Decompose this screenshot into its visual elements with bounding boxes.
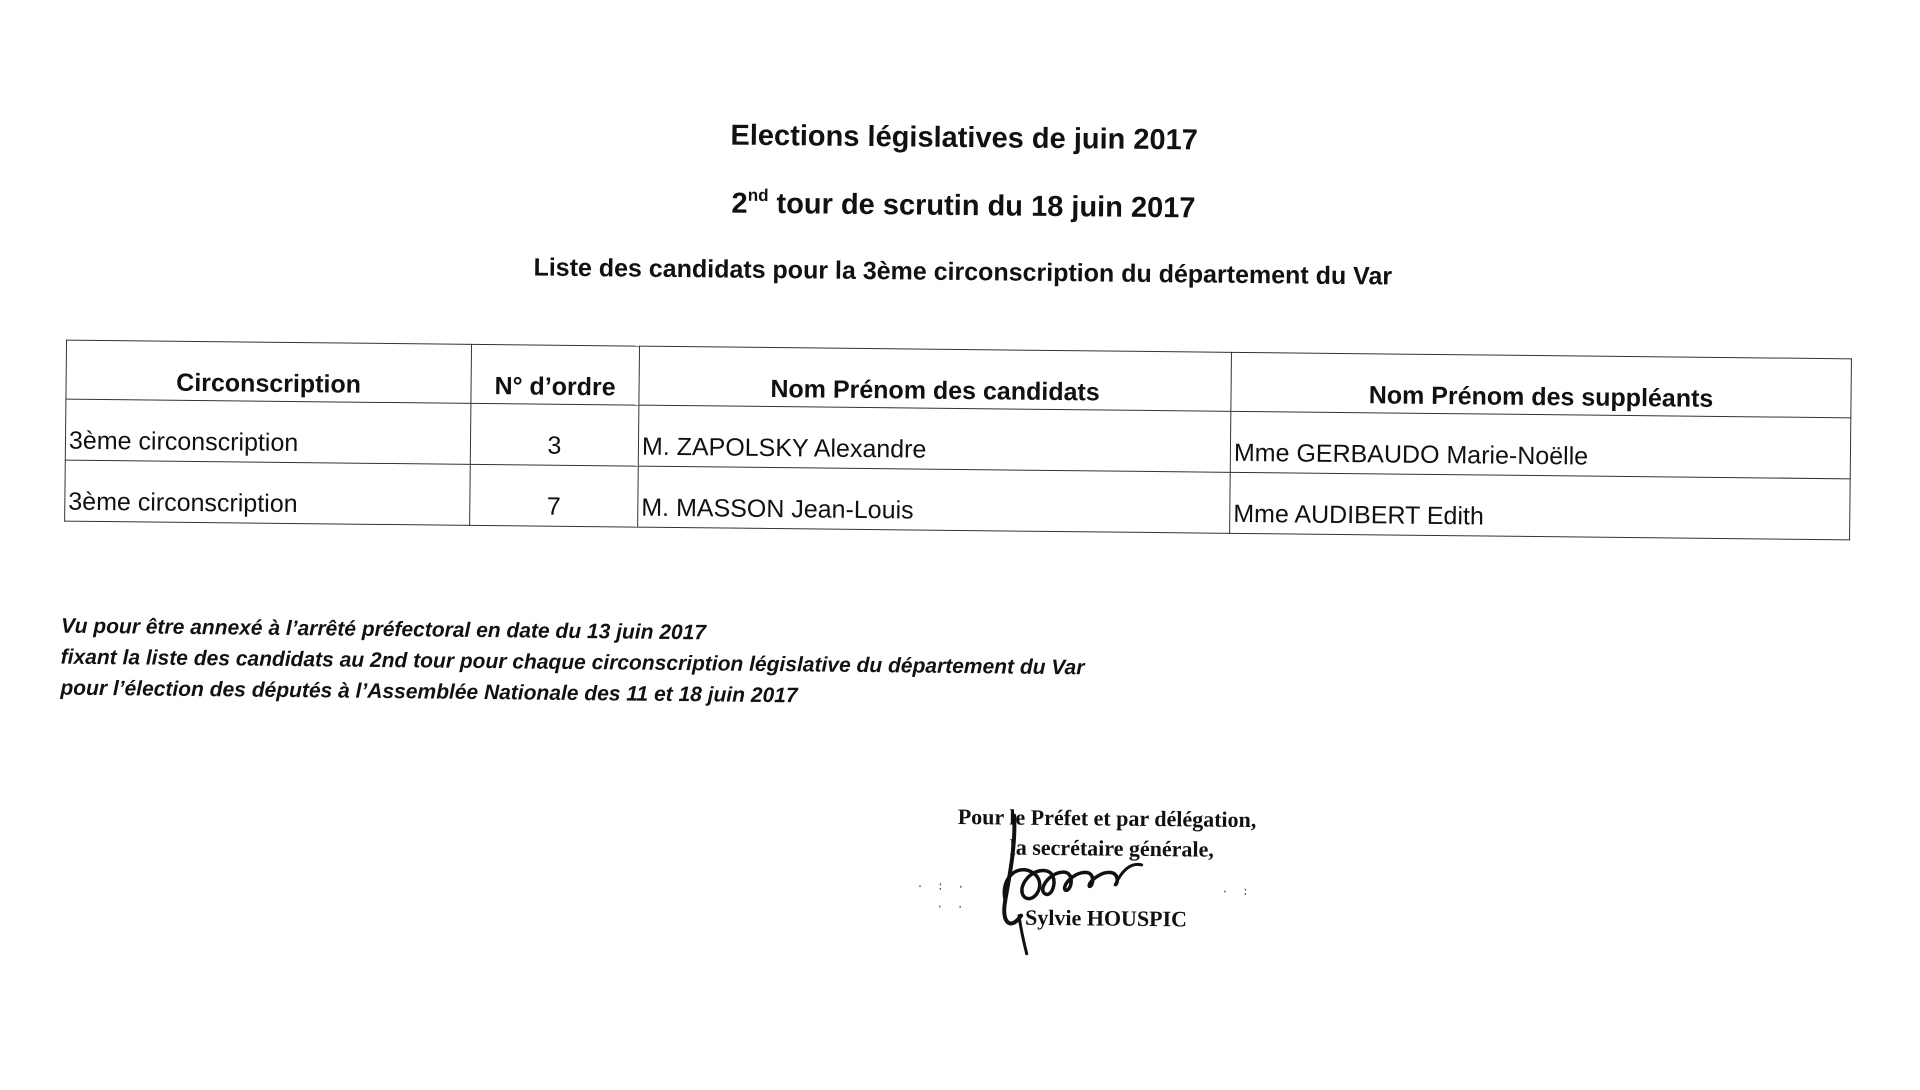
- cell-suppleant: Mme GERBAUDO Marie-Noëlle: [1230, 411, 1851, 478]
- candidates-table: [64, 340, 1852, 541]
- annex-note-line: fixant la liste des candidats au 2nd tour pour chaque circonscription législative du département du Var: [60, 645, 1085, 680]
- document-title: Elections législatives de juin 2017: [730, 119, 1199, 157]
- signature-line-delegation: Pour le Préfet et par délégation,: [957, 803, 1257, 833]
- signatory-name: Sylvie HOUSPIC: [1024, 904, 1188, 932]
- cell-suppleant: Mme AUDIBERT Edith: [1230, 472, 1851, 539]
- cell-candidat: M. ZAPOLSKY Alexandre: [638, 405, 1231, 472]
- round-rest: tour de scrutin du 18 juin 2017: [768, 187, 1196, 225]
- scan-speckle: · : ·: [916, 879, 968, 895]
- round-ordinal: 2: [731, 187, 748, 220]
- cell-candidat: M. MASSON Jean-Louis: [638, 466, 1231, 533]
- annex-note: [60, 611, 1085, 715]
- column-header-candidats: Nom Prénom des candidats: [639, 346, 1232, 411]
- annex-note-line: pour l’élection des députés à l’Assemblée Nationale des 11 et 18 juin 2017: [60, 676, 798, 708]
- column-header-ordre: N° d’ordre: [471, 344, 640, 405]
- annex-note-line: Vu pour être annexé à l’arrêté préfectoral en date du 13 juin 2017: [60, 614, 707, 645]
- column-header-suppleants: Nom Prénom des suppléants: [1231, 352, 1852, 417]
- list-title: Liste des candidats pour la 3ème circonscription du département du Var: [533, 253, 1393, 291]
- scan-speckle: · :: [1221, 884, 1253, 900]
- signature-line-role: la secrétaire générale,: [1009, 834, 1215, 862]
- round-ordinal-suffix: nd: [747, 185, 769, 205]
- cell-circonscription: 3ème circonscription: [65, 460, 471, 525]
- scan-speckle: · ·: [936, 899, 967, 915]
- cell-ordre: 7: [470, 464, 639, 527]
- cell-circonscription: 3ème circonscription: [65, 399, 471, 464]
- round-subtitle: [3, 180, 1920, 233]
- column-header-circonscription: Circonscription: [66, 340, 472, 403]
- handwritten-signature-icon: [991, 805, 1173, 957]
- cell-ordre: 3: [470, 403, 639, 466]
